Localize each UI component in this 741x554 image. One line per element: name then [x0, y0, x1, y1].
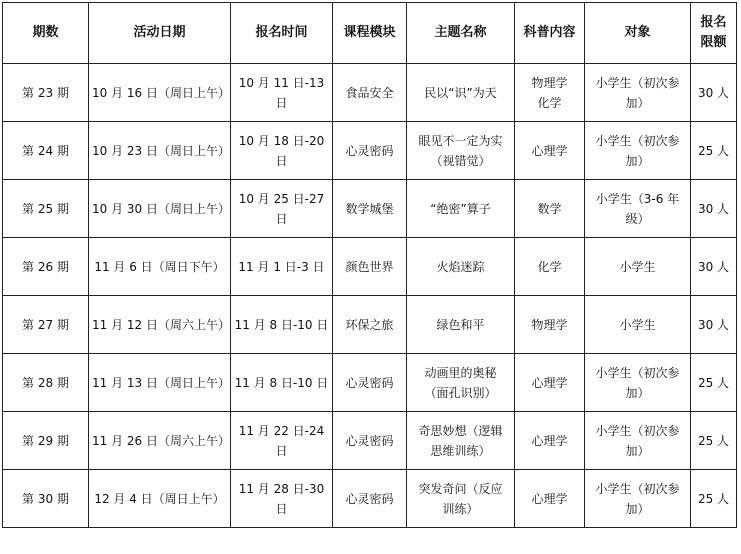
signup-time-cell: 11 月 8 日-10 日	[231, 354, 333, 412]
period-cell: 第 25 期	[3, 180, 89, 238]
topic-cell-line: 思维训练）	[430, 443, 491, 458]
signup-time-cell: 11 月 8 日-10 日	[231, 296, 333, 354]
topic-cell-line: 动画里的奥秘	[424, 365, 497, 380]
topic-cell	[407, 412, 515, 470]
science-cell-line: 物理学	[531, 317, 568, 332]
header-row	[3, 3, 737, 64]
module-cell: 颜色世界	[333, 238, 407, 296]
table-row	[3, 122, 737, 180]
date-cell: 11 月 6 日（周日下午）	[89, 238, 231, 296]
topic-cell	[407, 470, 515, 528]
signup-time-cell: 11 月 22 日-24 日	[231, 412, 333, 470]
module-cell: 数学城堡	[333, 180, 407, 238]
science-cell-line: 心理学	[531, 375, 568, 390]
audience-cell: 小学生（初次参加）	[585, 412, 691, 470]
table-row	[3, 180, 737, 238]
period-cell: 第 26 期	[3, 238, 89, 296]
signup-time-cell: 10 月 11 日-13 日	[231, 64, 333, 122]
science-cell	[515, 354, 585, 412]
date-cell: 10 月 16 日（周日上午）	[89, 64, 231, 122]
period-cell: 第 30 期	[3, 470, 89, 528]
period-cell: 第 27 期	[3, 296, 89, 354]
signup-time-cell: 11 月 1 日-3 日	[231, 238, 333, 296]
header-date: 活动日期	[89, 3, 231, 64]
header-audience: 对象	[585, 3, 691, 64]
header-science: 科普内容	[515, 3, 585, 64]
science-cell-line: 心理学	[531, 143, 568, 158]
module-cell: 心灵密码	[333, 122, 407, 180]
topic-cell-line: 绿色和平	[436, 317, 485, 332]
science-cell	[515, 412, 585, 470]
signup-time-cell: 11 月 28 日-30 日	[231, 470, 333, 528]
science-cell	[515, 296, 585, 354]
topic-cell	[407, 354, 515, 412]
science-cell-line: 物理学	[531, 75, 568, 90]
topic-cell-line: 民以“识”为天	[424, 85, 497, 100]
topic-cell-line: 奇思妙想（逻辑	[418, 423, 503, 438]
date-cell: 10 月 30 日（周日上午）	[89, 180, 231, 238]
audience-cell: 小学生（3-6 年级）	[585, 180, 691, 238]
topic-cell	[407, 180, 515, 238]
science-cell	[515, 238, 585, 296]
table-row	[3, 296, 737, 354]
table-body	[3, 64, 737, 528]
period-cell: 第 28 期	[3, 354, 89, 412]
science-cell	[515, 180, 585, 238]
date-cell: 10 月 23 日（周日上午）	[89, 122, 231, 180]
audience-cell: 小学生	[585, 296, 691, 354]
topic-cell-line: 眼见不一定为实	[418, 133, 503, 148]
header-signup-time: 报名时间	[231, 3, 333, 64]
date-cell: 12 月 4 日（周日上午）	[89, 470, 231, 528]
module-cell: 心灵密码	[333, 354, 407, 412]
audience-cell: 小学生（初次参加）	[585, 122, 691, 180]
quota-cell: 25 人	[691, 470, 737, 528]
module-cell: 食品安全	[333, 64, 407, 122]
topic-cell-line: （视错觉）	[430, 153, 491, 168]
topic-cell-line: 突发奇问（反应	[418, 481, 503, 496]
science-cell-line: 数学	[537, 201, 562, 216]
audience-cell: 小学生（初次参加）	[585, 64, 691, 122]
table-row	[3, 238, 737, 296]
topic-cell-line: （面孔识别）	[424, 385, 497, 400]
quota-cell: 30 人	[691, 180, 737, 238]
science-cell-line: 化学	[537, 259, 562, 274]
schedule-table	[2, 2, 737, 528]
date-cell: 11 月 12 日（周六上午）	[89, 296, 231, 354]
quota-cell: 30 人	[691, 296, 737, 354]
science-cell-line: 化学	[537, 95, 562, 110]
topic-cell-line: 火焰迷踪	[436, 259, 485, 274]
table-row	[3, 64, 737, 122]
quota-cell: 30 人	[691, 238, 737, 296]
module-cell: 心灵密码	[333, 412, 407, 470]
quota-cell: 25 人	[691, 412, 737, 470]
header-topic: 主题名称	[407, 3, 515, 64]
topic-cell	[407, 122, 515, 180]
date-cell: 11 月 13 日（周日上午）	[89, 354, 231, 412]
audience-cell: 小学生（初次参加）	[585, 470, 691, 528]
table-row	[3, 412, 737, 470]
period-cell: 第 29 期	[3, 412, 89, 470]
signup-time-cell: 10 月 25 日-27 日	[231, 180, 333, 238]
topic-cell	[407, 64, 515, 122]
topic-cell-line: 训练）	[442, 501, 479, 516]
quota-cell: 25 人	[691, 122, 737, 180]
topic-cell-line: “绝密”算子	[430, 201, 491, 216]
table-row	[3, 354, 737, 412]
science-cell-line: 心理学	[531, 433, 568, 448]
science-cell	[515, 470, 585, 528]
header-module: 课程模块	[333, 3, 407, 64]
quota-cell: 25 人	[691, 354, 737, 412]
science-cell	[515, 64, 585, 122]
date-cell: 11 月 26 日（周六上午）	[89, 412, 231, 470]
table-row	[3, 470, 737, 528]
module-cell: 心灵密码	[333, 470, 407, 528]
header-quota	[691, 3, 737, 64]
period-cell: 第 23 期	[3, 64, 89, 122]
audience-cell: 小学生（初次参加）	[585, 354, 691, 412]
quota-cell: 30 人	[691, 64, 737, 122]
header-period: 期数	[3, 3, 89, 64]
audience-cell: 小学生	[585, 238, 691, 296]
science-cell	[515, 122, 585, 180]
signup-time-cell: 10 月 18 日-20 日	[231, 122, 333, 180]
module-cell: 环保之旅	[333, 296, 407, 354]
topic-cell	[407, 238, 515, 296]
period-cell: 第 24 期	[3, 122, 89, 180]
topic-cell	[407, 296, 515, 354]
header-quota-line2: 限额	[700, 35, 727, 50]
science-cell-line: 心理学	[531, 491, 568, 506]
header-quota-line1: 报名	[700, 15, 727, 30]
